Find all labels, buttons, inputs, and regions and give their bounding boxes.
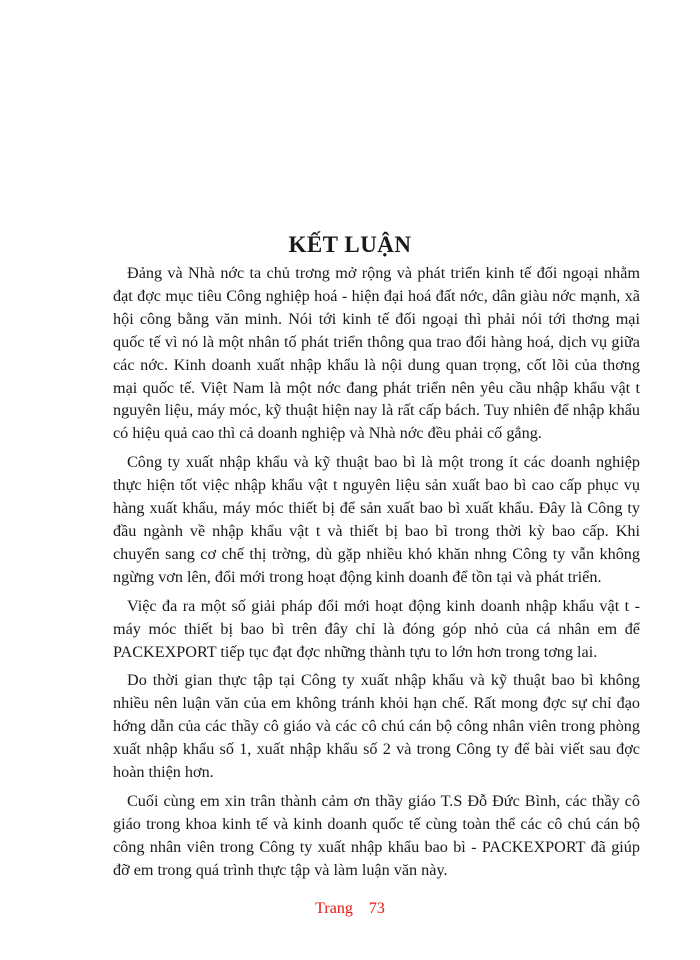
- paragraph-5: Cuối cùng em xin trân thành cảm ơn thầy giáo T.S Đỗ Đức Bình, các thầy cô giáo trong khoa kinh tế và kinh doanh quốc tế cùng toàn thể các cô chú cán bộ công nhân viên trong Công ty xuất nhập khẩu bao bì - PACKEXPORT đã giúp đỡ em trong quá trình thực tập và làm luận văn này.: [113, 791, 640, 879]
- paragraph-1: Đảng và Nhà nớc ta chủ trơng mở rộng và phát triển kinh tế đối ngoại nhằm đạt đợc mục tiêu Công nghiệp hoá - hiện đại hoá đất nớc, dân giàu nớc mạnh, xã hội công bằng văn minh. Nói tới kinh tế đối ngoại thì phải nói tới thơng mại quốc tế vì nó là một nhân tố phát triển thông qua trao đổi hàng hoá, dịch vụ giữa các nớc. Kinh doanh xuất nhập khẩu là nội dung quan trọng, cốt lõi của thơng mại quốc tế. Việt Nam là một nớc đang phát triển nên yêu cầu nhập khẩu vật t nguyên liệu, máy móc, kỹ thuật hiện nay là rất cấp bách. Tuy nhiên để nhập khẩu có hiệu quả cao thì cả doanh nghiệp và Nhà nớc đều phải cố gắng.: [113, 264, 640, 443]
- paragraph-3: Việc đa ra một số giải pháp đổi mới hoạt động kinh doanh nhập khẩu vật t - máy móc thiết bị bao bì trên đây chỉ là đóng góp nhỏ của cá nhân em để PACKEXPORT tiếp tục đạt đợc những thành tựu to lớn hơn trong tơng lai.: [113, 596, 640, 661]
- paragraph-4: Do thời gian thực tập tại Công ty xuất nhập khẩu và kỹ thuật bao bì không nhiều nên luận văn của em không tránh khỏi hạn chế. Rất mong đợc sự chỉ đạo hớng dẫn của các thầy cô giáo và các cô chú cán bộ công nhân viên trong phòng xuất nhập khẩu số 1, xuất nhập khẩu số 2 và trong Công ty để bài viết sau đợc hoàn thiện hơn.: [113, 671, 640, 782]
- footer-label: Trang: [315, 900, 353, 917]
- body-text: [113, 262, 640, 882]
- page-footer: [0, 900, 700, 918]
- page-number: 73: [368, 900, 385, 917]
- page-title: KẾT LUẬN: [288, 232, 412, 257]
- paragraph-2: Công ty xuất nhập khẩu và kỹ thuật bao bì là một trong ít các doanh nghiệp thực hiện tốt việc nhập khẩu vật t nguyên liệu sản xuất bao bì cao cấp phục vụ hàng xuất khẩu, máy móc thiết bị để sản xuất bao bì xuất khẩu. Đây là Công ty đầu ngành về nhập khẩu vật t và thiết bị bao bì trong thời kỳ bao cấp. Khi chuyển sang cơ chế thị trờng, dù gặp nhiều khó khăn nhng Công ty vẫn không ngừng vơn lên, đổi mới trong hoạt động kinh doanh để tồn tại và phát triển.: [113, 453, 640, 586]
